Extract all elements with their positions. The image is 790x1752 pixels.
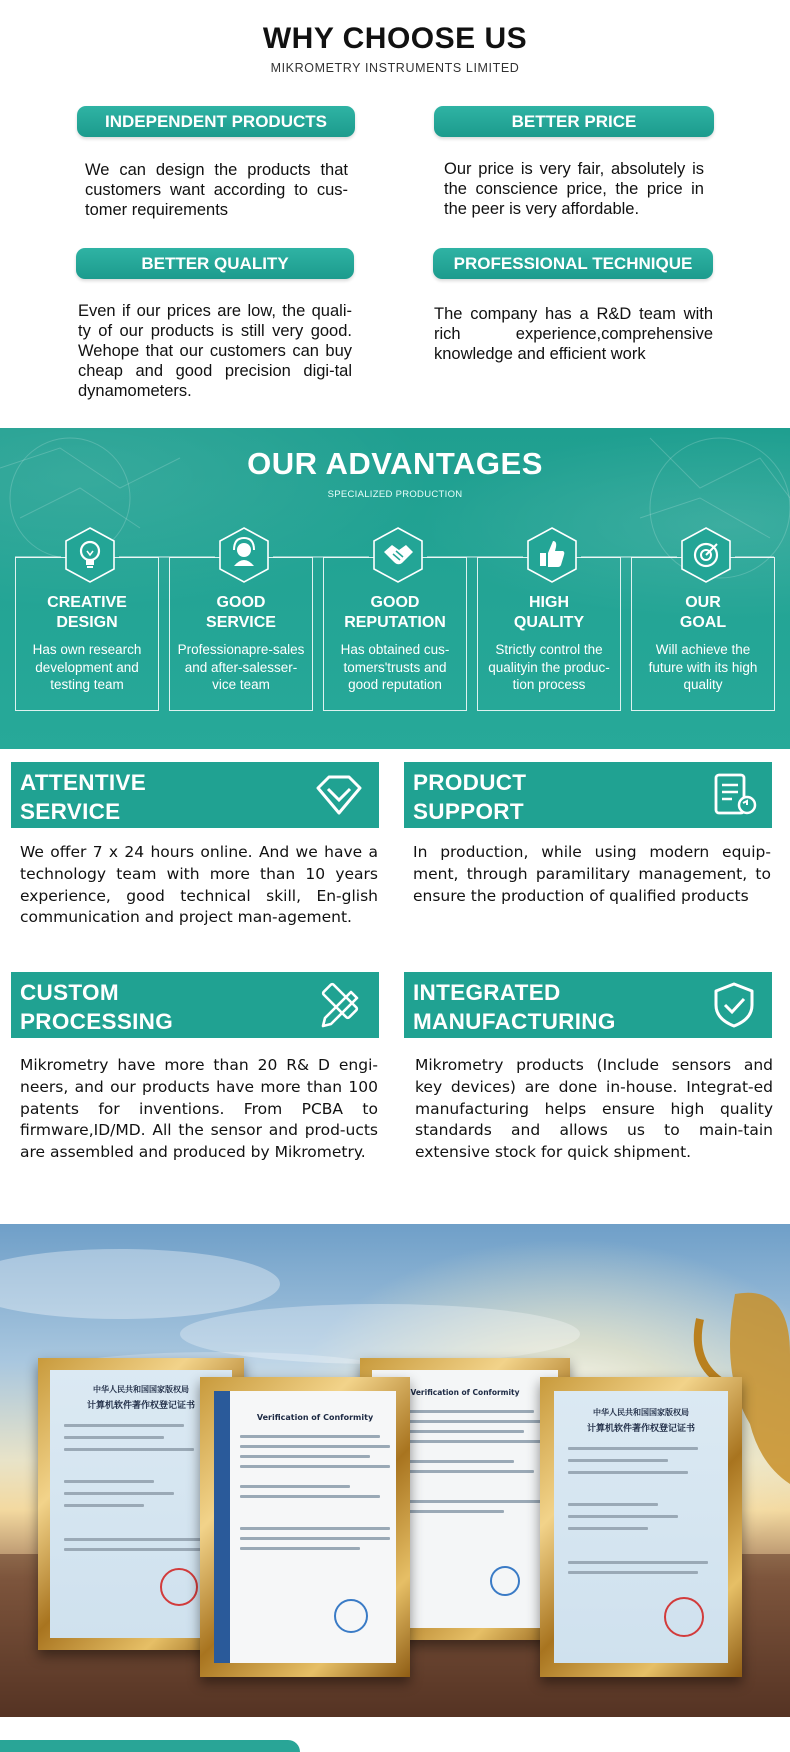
- advantage-card-title: OUR GOAL: [679, 594, 727, 631]
- professional-technique-label: PROFESSIONAL TECHNIQUE: [433, 248, 713, 279]
- better-quality-label: BETTER QUALITY: [76, 248, 354, 279]
- advantage-card-text: Will achieve the future with its high quality: [648, 642, 758, 692]
- professional-technique-text: The company has a R&D team with rich experience,comprehensive knowledge and efficient work: [434, 305, 713, 363]
- product-support-header: [404, 762, 772, 828]
- support-agent-icon: [215, 526, 273, 584]
- why-title: WHY CHOOSE US: [262, 22, 528, 55]
- integrated-manufacturing-text: Mikrometry products (Include sensors and key devices) are done in-house. Integrat-ed manufacturing helps ensure high quality standards and allows us to main-tain extensive stock for quick shipment.: [415, 1056, 773, 1162]
- advantage-card-text: Professionapre-sales and after-salesser- vice team: [177, 642, 305, 692]
- better-price-label: BETTER PRICE: [434, 106, 714, 137]
- pencil-ruler-icon: [315, 980, 367, 1030]
- independent-products-text: We can design the products that customers want according to cus-tomer requirements: [85, 161, 348, 219]
- independent-products-label: INDEPENDENT PRODUCTS: [77, 106, 355, 137]
- attentive-service-header: [11, 762, 379, 828]
- advantage-card-title: CREATIVE DESIGN: [47, 594, 127, 631]
- custom-processing-title: CUSTOM PROCESSING: [20, 980, 174, 1034]
- certificates-photo: [0, 1224, 790, 1717]
- verification-certificate-center: Verification of Conformity: [200, 1377, 410, 1677]
- document-refresh-icon: [708, 770, 760, 820]
- bottom-accent-bar: [0, 1740, 300, 1752]
- attentive-service-title: ATTENTIVE SERVICE: [20, 770, 147, 824]
- advantage-card-title: GOOD SERVICE: [206, 594, 276, 631]
- thumbs-up-icon: [523, 526, 581, 584]
- our-advantages-section: [0, 428, 790, 749]
- advantage-card-text: Has obtained cus- tomers'trusts and good reputation: [340, 642, 450, 692]
- why-choose-us-section: [0, 0, 790, 428]
- advantage-card-title: HIGH QUALITY: [513, 594, 585, 631]
- target-icon: [677, 526, 735, 584]
- advantage-card-text: Has own research development and testing team: [32, 642, 142, 692]
- copyright-certificate-right: 中华人民共和国国家版权局 计算机软件著作权登记证书: [540, 1377, 742, 1677]
- advantages-title: OUR ADVANTAGES: [247, 446, 543, 481]
- custom-processing-header: [11, 972, 379, 1038]
- product-support-text: In production, while using modern equip-ment, through paramilitary management, to ensure the production of qualified products: [413, 843, 771, 905]
- custom-processing-text: Mikrometry have more than 20 R& D engi-neers, and our products have more than 100 patents for inventions. From PCBA to firmware,ID/MD. All the sensor and prod-ucts are assembled and produced by Mikrometry.: [20, 1056, 378, 1162]
- verification-certificate-right: Verification of Conformity: [360, 1358, 570, 1640]
- better-price-text: Our price is very fair, absolutely is the conscience price, the price in the peer is very affordable.: [444, 160, 704, 218]
- lightbulb-icon: [61, 526, 119, 584]
- attentive-service-text: We offer 7 x 24 hours online. And we have a technology team with more than 10 years experience, good technical skill, En-glish communication and project man-agement.: [20, 843, 378, 927]
- copyright-certificate-left: 中华人民共和国国家版权局 计算机软件著作权登记证书: [38, 1358, 244, 1650]
- shield-check-icon: [708, 980, 760, 1030]
- integrated-manufacturing-title: INTEGRATED MANUFACTURING: [413, 980, 616, 1034]
- why-subtitle: MIKROMETRY INSTRUMENTS LIMITED: [270, 61, 520, 75]
- handshake-icon: [369, 526, 427, 584]
- diamond-icon: [313, 770, 365, 820]
- better-quality-text: Even if our prices are low, the quali-ty of our products is still very good. Wehope that our customers can buy cheap and good precision digi-tal dynamometers.: [78, 302, 352, 400]
- advantages-subtitle: SPECIALIZED PRODUCTION: [327, 489, 463, 500]
- advantage-card-text: Strictly control the qualityin the produc- tion process: [488, 642, 610, 692]
- integrated-manufacturing-header: [404, 972, 772, 1038]
- product-support-title: PRODUCT SUPPORT: [413, 770, 527, 824]
- advantage-card-title: GOOD REPUTATION: [344, 594, 446, 631]
